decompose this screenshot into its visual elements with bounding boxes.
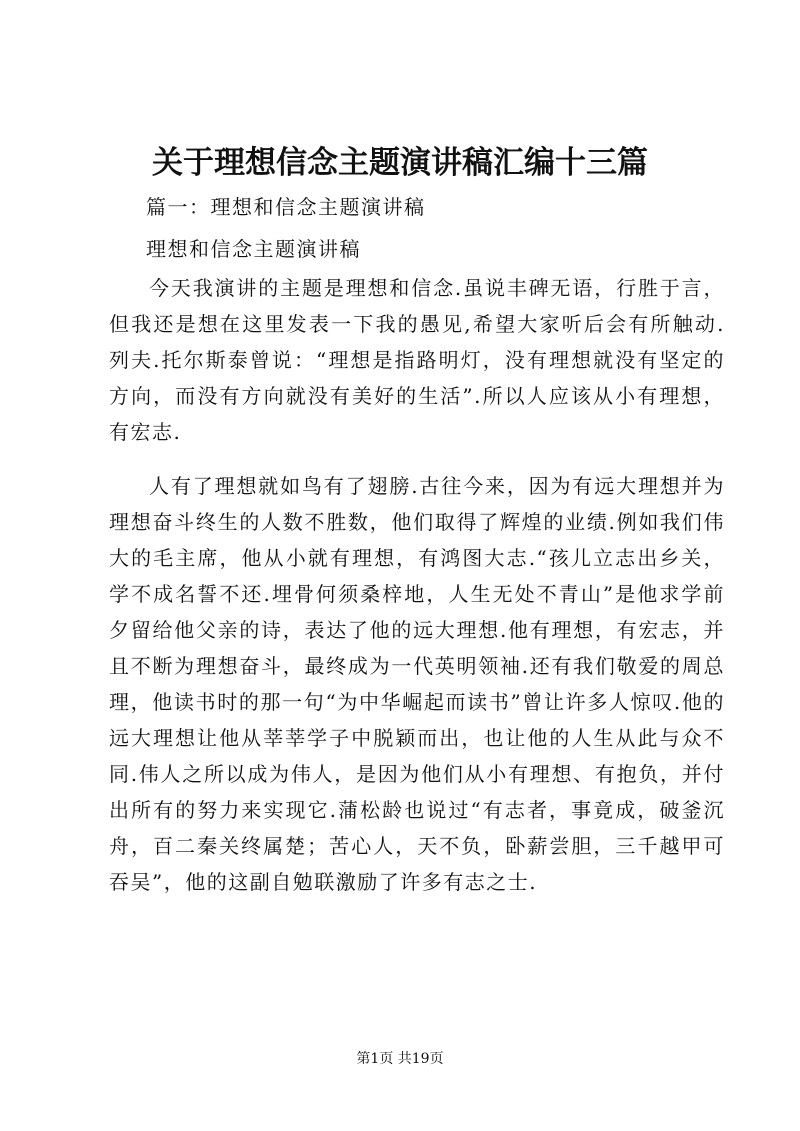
page-footer: 第1页 共19页 bbox=[356, 1051, 444, 1067]
section-heading: 篇一：理想和信念主题演讲稿 bbox=[146, 195, 426, 219]
subheading: 理想和信念主题演讲稿 bbox=[146, 237, 361, 261]
paragraph: 今天我演讲的主题是理想和信念.虽说丰碑无语，行胜于言，但我还是想在这里发表一下我的愚见,希望大家听后会有所触动.列夫.托尔斯泰曾说：“理想是指路明灯，没有理想就没有坚定的方向，而没有方向就没有美好的生活”.所以人应该从小有理想，有宏志. bbox=[109, 276, 725, 444]
document-title: 关于理想信念主题演讲稿汇编十三篇 bbox=[152, 145, 648, 181]
paragraph: 人有了理想就如鸟有了翅膀.古往今来，因为有远大理想并为理想奋斗终生的人数不胜数，他们取得了辉煌的业绩.例如我们伟大的毛主席，他从小就有理想，有鸿图大志.“孩儿立志出乡关，学不成名誓不还.埋骨何须桑梓地，人生无处不青山”是他求学前夕留给他父亲的诗，表达了他的远大理想.他有理想，有宏志，并且不断为理想奋斗，最终成为一代英明领袖.还有我们敬爱的周总理，他读书时的那一句“为中华崛起而读书”曾让许多人惊叹.他的远大理想让他从莘莘学子中脱颖而出，也让他的人生从此与众不同.伟人之所以成为伟人，是因为他们从小有理想、有抱负，并付出所有的努力来实现它.蒲松龄也说过“有志者，事竟成，破釜沉舟，百二秦关终属楚；苦心人，天不负，卧薪尝胆，三千越甲可吞吴”，他的这副自勉联激励了许多有志之士. bbox=[109, 474, 725, 894]
